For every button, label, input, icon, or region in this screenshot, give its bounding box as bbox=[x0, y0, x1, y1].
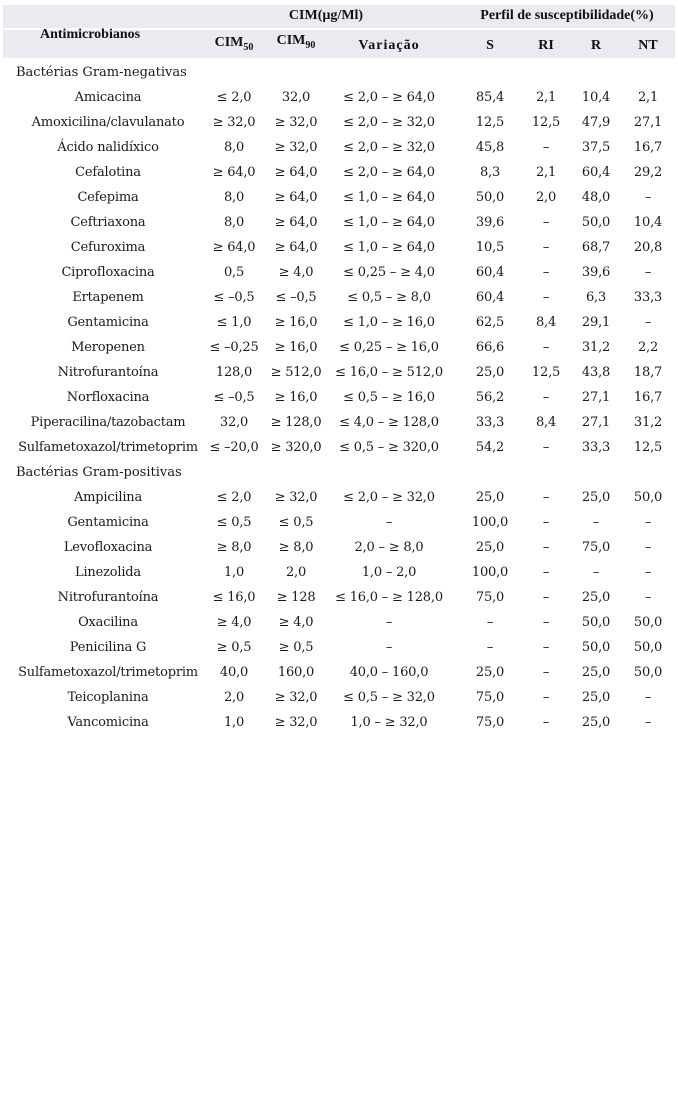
cim50-value: ≤ –20,0 bbox=[209, 440, 259, 455]
ri-value: – bbox=[542, 340, 550, 355]
s-value: 62,5 bbox=[475, 315, 505, 330]
ri-value: – bbox=[542, 490, 550, 505]
nt-value: 31,2 bbox=[633, 415, 663, 430]
table-row bbox=[0, 511, 678, 536]
r-value: 68,7 bbox=[581, 240, 611, 255]
s-value: 54,2 bbox=[475, 440, 505, 455]
table-row bbox=[0, 211, 678, 236]
drug-name: Ciprofloxacina bbox=[61, 265, 155, 280]
variation-value: 2,0 – ≥ 8,0 bbox=[354, 540, 424, 555]
drug-name: Cefalotina bbox=[75, 165, 141, 180]
variation-value: ≤ 2,0 – ≥ 64,0 bbox=[343, 165, 435, 180]
s-value: 60,4 bbox=[475, 265, 505, 280]
cim-group-header: CIM(µg/Ml) bbox=[288, 8, 364, 23]
cim90-value: ≥ 16,0 bbox=[274, 315, 318, 330]
cim90-value: ≥ 64,0 bbox=[274, 190, 318, 205]
s-value: 75,0 bbox=[475, 690, 505, 705]
ri-value: 2,0 bbox=[535, 190, 557, 205]
cim90-value: 160,0 bbox=[277, 665, 315, 680]
variation-value: ≤ 0,25 – ≥ 4,0 bbox=[343, 265, 435, 280]
drug-name: Sulfametoxazol/trimetoprim bbox=[18, 665, 198, 680]
cim50-value: ≤ 2,0 bbox=[216, 490, 252, 505]
s-value: 100,0 bbox=[471, 515, 509, 530]
cim50-value: 32,0 bbox=[219, 415, 249, 430]
drug-name: Nitrofurantoína bbox=[57, 590, 159, 605]
cim90-value: ≥ 8,0 bbox=[278, 540, 314, 555]
nt-value: 50,0 bbox=[633, 640, 663, 655]
r-value: 47,9 bbox=[581, 115, 611, 130]
drug-name: Cefepima bbox=[77, 190, 139, 205]
cim50-value: 8,0 bbox=[223, 140, 245, 155]
s-value: 25,0 bbox=[475, 365, 505, 380]
ri-header: RI bbox=[538, 38, 554, 53]
variation-value: ≤ 4,0 – ≥ 128,0 bbox=[339, 415, 439, 430]
nt-value: 2,2 bbox=[637, 340, 659, 355]
r-value: 25,0 bbox=[581, 690, 611, 705]
ri-value: – bbox=[542, 540, 550, 555]
variation-value: – bbox=[385, 640, 393, 655]
nt-value: – bbox=[644, 515, 652, 530]
ri-value: – bbox=[542, 590, 550, 605]
drug-name: Norfloxacina bbox=[66, 390, 150, 405]
s-header: S bbox=[486, 38, 494, 53]
cim50-value: 2,0 bbox=[223, 690, 245, 705]
cim50-value: ≤ 1,0 bbox=[216, 315, 252, 330]
ri-value: – bbox=[542, 240, 550, 255]
variation-header: Variação bbox=[358, 38, 420, 53]
r-value: – bbox=[592, 515, 600, 530]
nt-value: – bbox=[644, 315, 652, 330]
drug-name: Amicacina bbox=[74, 90, 142, 105]
cim50-value: ≤ 0,5 bbox=[216, 515, 252, 530]
cim50-value: ≥ 64,0 bbox=[212, 165, 256, 180]
table-row bbox=[0, 561, 678, 586]
r-value: 25,0 bbox=[581, 715, 611, 730]
antimicrobial-column-header: Antimicrobianos bbox=[40, 27, 141, 42]
drug-name: Sulfametoxazol/trimetoprim bbox=[18, 440, 198, 455]
table-row bbox=[0, 236, 678, 261]
drug-name: Penicilina G bbox=[69, 640, 147, 655]
s-value: 25,0 bbox=[475, 665, 505, 680]
ri-value: – bbox=[542, 615, 550, 630]
table-row bbox=[0, 611, 678, 636]
drug-name: Ácido nalidíxico bbox=[57, 140, 159, 155]
s-value: 33,3 bbox=[475, 415, 505, 430]
s-value: 75,0 bbox=[475, 715, 505, 730]
cim50-value: 1,0 bbox=[223, 565, 245, 580]
ri-value: 8,4 bbox=[535, 315, 557, 330]
cim90-value: ≤ –0,5 bbox=[275, 290, 317, 305]
ri-value: – bbox=[542, 215, 550, 230]
cim90-value: ≥ 4,0 bbox=[278, 615, 314, 630]
s-value: 25,0 bbox=[475, 490, 505, 505]
r-value: 10,4 bbox=[581, 90, 611, 105]
table-row bbox=[0, 686, 678, 711]
cim90-value: ≥ 32,0 bbox=[274, 490, 318, 505]
nt-value: 16,7 bbox=[633, 390, 663, 405]
cim90-value: ≥ 32,0 bbox=[274, 690, 318, 705]
r-value: 6,3 bbox=[585, 290, 607, 305]
r-header: R bbox=[590, 38, 602, 53]
variation-value: ≤ 16,0 – ≥ 512,0 bbox=[335, 365, 443, 380]
nt-value: 18,7 bbox=[633, 365, 663, 380]
r-value: 37,5 bbox=[581, 140, 611, 155]
cim50-value: ≤ –0,5 bbox=[213, 290, 255, 305]
cim50-value: ≤ 16,0 bbox=[212, 590, 256, 605]
variation-value: ≤ 2,0 – ≥ 32,0 bbox=[343, 140, 435, 155]
variation-value: ≤ 0,25 – ≥ 16,0 bbox=[339, 340, 439, 355]
s-value: 66,6 bbox=[475, 340, 505, 355]
s-value: 8,3 bbox=[479, 165, 501, 180]
variation-value: ≤ 1,0 – ≥ 16,0 bbox=[343, 315, 435, 330]
cim50-value: 1,0 bbox=[223, 715, 245, 730]
drug-name: Cefuroxima bbox=[70, 240, 146, 255]
variation-value: ≤ 2,0 – ≥ 32,0 bbox=[343, 115, 435, 130]
cim90-value: ≥ 64,0 bbox=[274, 240, 318, 255]
drug-name: Ertapenem bbox=[72, 290, 144, 305]
r-value: 27,1 bbox=[581, 390, 611, 405]
variation-value: – bbox=[385, 515, 393, 530]
drug-name: Linezolida bbox=[75, 565, 141, 580]
s-value: 56,2 bbox=[475, 390, 505, 405]
table-row bbox=[0, 711, 678, 736]
r-value: 33,3 bbox=[581, 440, 611, 455]
r-value: 29,1 bbox=[581, 315, 611, 330]
ri-value: 2,1 bbox=[535, 165, 557, 180]
s-value: 85,4 bbox=[475, 90, 505, 105]
s-value: 75,0 bbox=[475, 590, 505, 605]
r-value: 25,0 bbox=[581, 665, 611, 680]
cim90-value: ≥ 32,0 bbox=[274, 140, 318, 155]
table-row bbox=[0, 286, 678, 311]
nt-value: – bbox=[644, 565, 652, 580]
drug-name: Ceftriaxona bbox=[70, 215, 146, 230]
drug-name: Teicoplanina bbox=[67, 690, 149, 705]
group-header-row bbox=[0, 61, 678, 86]
table-row bbox=[0, 186, 678, 211]
nt-value: 16,7 bbox=[633, 140, 663, 155]
drug-name: Ampicilina bbox=[73, 490, 143, 505]
s-value: 100,0 bbox=[471, 565, 509, 580]
s-value: 12,5 bbox=[475, 115, 505, 130]
ri-value: 8,4 bbox=[535, 415, 557, 430]
drug-name: Oxacilina bbox=[78, 615, 138, 630]
group-title: Bactérias Gram-negativas bbox=[16, 65, 187, 80]
nt-value: 29,2 bbox=[633, 165, 663, 180]
table-row bbox=[0, 311, 678, 336]
drug-name: Vancomicina bbox=[67, 715, 149, 730]
r-value: 50,0 bbox=[581, 215, 611, 230]
cim50-value: ≥ 0,5 bbox=[216, 640, 252, 655]
ri-value: – bbox=[542, 265, 550, 280]
table-row bbox=[0, 411, 678, 436]
table-row bbox=[0, 86, 678, 111]
cim90-value: ≥ 0,5 bbox=[278, 640, 314, 655]
r-value: 50,0 bbox=[581, 640, 611, 655]
nt-value: 2,1 bbox=[637, 90, 659, 105]
r-value: 50,0 bbox=[581, 615, 611, 630]
cim90-value: ≥ 128,0 bbox=[270, 415, 322, 430]
ri-value: 2,1 bbox=[535, 90, 557, 105]
drug-name: Gentamicina bbox=[67, 315, 149, 330]
table-row bbox=[0, 161, 678, 186]
cim90-value: ≥ 32,0 bbox=[274, 715, 318, 730]
nt-value: 50,0 bbox=[633, 615, 663, 630]
drug-name: Levofloxacina bbox=[63, 540, 153, 555]
nt-value: – bbox=[644, 540, 652, 555]
ri-value: – bbox=[542, 640, 550, 655]
ri-value: 12,5 bbox=[531, 365, 561, 380]
s-value: – bbox=[486, 640, 494, 655]
cim90-value: 32,0 bbox=[281, 90, 311, 105]
drug-name: Gentamicina bbox=[67, 515, 149, 530]
cim90-value: ≥ 16,0 bbox=[274, 390, 318, 405]
cim50-value: ≥ 4,0 bbox=[216, 615, 252, 630]
variation-value: 1,0 – ≥ 32,0 bbox=[350, 715, 428, 730]
cim50-value: ≤ 2,0 bbox=[216, 90, 252, 105]
ri-value: – bbox=[542, 690, 550, 705]
r-value: 25,0 bbox=[581, 490, 611, 505]
s-value: 39,6 bbox=[475, 215, 505, 230]
ri-value: – bbox=[542, 665, 550, 680]
drug-name: Piperacilina/tazobactam bbox=[30, 415, 186, 430]
cim90-value: ≥ 512,0 bbox=[270, 365, 322, 380]
nt-value: – bbox=[644, 715, 652, 730]
ri-value: – bbox=[542, 515, 550, 530]
variation-value: 1,0 – 2,0 bbox=[361, 565, 417, 580]
ri-value: – bbox=[542, 565, 550, 580]
cim90-value: ≥ 64,0 bbox=[274, 215, 318, 230]
nt-value: 10,4 bbox=[633, 215, 663, 230]
r-value: 31,2 bbox=[581, 340, 611, 355]
r-value: 48,0 bbox=[581, 190, 611, 205]
cim50-value: ≤ –0,25 bbox=[209, 340, 259, 355]
table-body bbox=[0, 61, 678, 736]
susceptibility-group-header: Perfil de susceptibilidade(%) bbox=[480, 8, 654, 23]
variation-value: ≤ 2,0 – ≥ 32,0 bbox=[343, 490, 435, 505]
cim50-value: 0,5 bbox=[223, 265, 245, 280]
cim50-header: $CIM_{50}$ bbox=[214, 35, 254, 53]
cim90-value: ≥ 32,0 bbox=[274, 115, 318, 130]
r-value: 25,0 bbox=[581, 590, 611, 605]
nt-value: 27,1 bbox=[633, 115, 663, 130]
variation-value: ≤ 1,0 – ≥ 64,0 bbox=[343, 240, 435, 255]
cim90-value: ≤ 0,5 bbox=[278, 515, 314, 530]
nt-value: – bbox=[644, 265, 652, 280]
nt-value: 20,8 bbox=[633, 240, 663, 255]
table-row bbox=[0, 636, 678, 661]
nt-value: 50,0 bbox=[633, 665, 663, 680]
variation-value: ≤ 2,0 – ≥ 64,0 bbox=[343, 90, 435, 105]
table-row bbox=[0, 261, 678, 286]
cim50-value: 8,0 bbox=[223, 215, 245, 230]
cim90-value: ≥ 16,0 bbox=[274, 340, 318, 355]
group-header-row bbox=[0, 461, 678, 486]
ri-value: – bbox=[542, 440, 550, 455]
cim90-value: 2,0 bbox=[285, 565, 307, 580]
cim50-value: 8,0 bbox=[223, 190, 245, 205]
nt-value: 50,0 bbox=[633, 490, 663, 505]
ri-value: – bbox=[542, 290, 550, 305]
cim50-value: ≤ –0,5 bbox=[213, 390, 255, 405]
ri-value: 12,5 bbox=[531, 115, 561, 130]
r-value: 60,4 bbox=[581, 165, 611, 180]
variation-value: ≤ 16,0 – ≥ 128,0 bbox=[335, 590, 443, 605]
s-value: 10,5 bbox=[475, 240, 505, 255]
variation-value: ≤ 0,5 – ≥ 320,0 bbox=[339, 440, 439, 455]
drug-name: Nitrofurantoína bbox=[57, 365, 159, 380]
table-row bbox=[0, 111, 678, 136]
r-value: 39,6 bbox=[581, 265, 611, 280]
table-row bbox=[0, 486, 678, 511]
table-row bbox=[0, 136, 678, 161]
r-value: 27,1 bbox=[581, 415, 611, 430]
cim90-value: ≥ 4,0 bbox=[278, 265, 314, 280]
s-value: 25,0 bbox=[475, 540, 505, 555]
variation-value: ≤ 0,5 – ≥ 8,0 bbox=[347, 290, 431, 305]
group-title: Bactérias Gram-positivas bbox=[16, 465, 182, 480]
variation-value: ≤ 1,0 – ≥ 64,0 bbox=[343, 190, 435, 205]
table-row bbox=[0, 361, 678, 386]
cim50-value: ≥ 64,0 bbox=[212, 240, 256, 255]
nt-header: NT bbox=[638, 38, 658, 53]
ri-value: – bbox=[542, 140, 550, 155]
r-value: – bbox=[592, 565, 600, 580]
s-value: 60,4 bbox=[475, 290, 505, 305]
table-row bbox=[0, 386, 678, 411]
s-value: – bbox=[486, 615, 494, 630]
ri-value: – bbox=[542, 390, 550, 405]
cim50-value: ≥ 8,0 bbox=[216, 540, 252, 555]
nt-value: – bbox=[644, 690, 652, 705]
variation-value: ≤ 0,5 – ≥ 16,0 bbox=[343, 390, 435, 405]
table-row bbox=[0, 661, 678, 686]
cim90-value: ≥ 128 bbox=[276, 590, 316, 605]
cim90-header: $CIM_{90}$ bbox=[276, 33, 316, 51]
table-row bbox=[0, 336, 678, 361]
table-row bbox=[0, 536, 678, 561]
nt-value: – bbox=[644, 590, 652, 605]
variation-value: – bbox=[385, 615, 393, 630]
r-value: 75,0 bbox=[581, 540, 611, 555]
nt-value: 12,5 bbox=[633, 440, 663, 455]
table-row bbox=[0, 586, 678, 611]
drug-name: Meropenen bbox=[71, 340, 145, 355]
cim90-value: ≥ 64,0 bbox=[274, 165, 318, 180]
ri-value: – bbox=[542, 715, 550, 730]
s-value: 45,8 bbox=[475, 140, 505, 155]
variation-value: ≤ 0,5 – ≥ 32,0 bbox=[343, 690, 435, 705]
r-value: 43,8 bbox=[581, 365, 611, 380]
s-value: 50,0 bbox=[475, 190, 505, 205]
variation-value: ≤ 1,0 – ≥ 64,0 bbox=[343, 215, 435, 230]
table-row bbox=[0, 436, 678, 461]
drug-name: Amoxicilina/clavulanato bbox=[31, 115, 185, 130]
nt-value: – bbox=[644, 190, 652, 205]
cim50-value: 40,0 bbox=[219, 665, 249, 680]
cim50-value: 128,0 bbox=[215, 365, 253, 380]
nt-value: 33,3 bbox=[633, 290, 663, 305]
cim90-value: ≥ 320,0 bbox=[270, 440, 322, 455]
cim50-value: ≥ 32,0 bbox=[212, 115, 256, 130]
variation-value: 40,0 – 160,0 bbox=[349, 665, 429, 680]
